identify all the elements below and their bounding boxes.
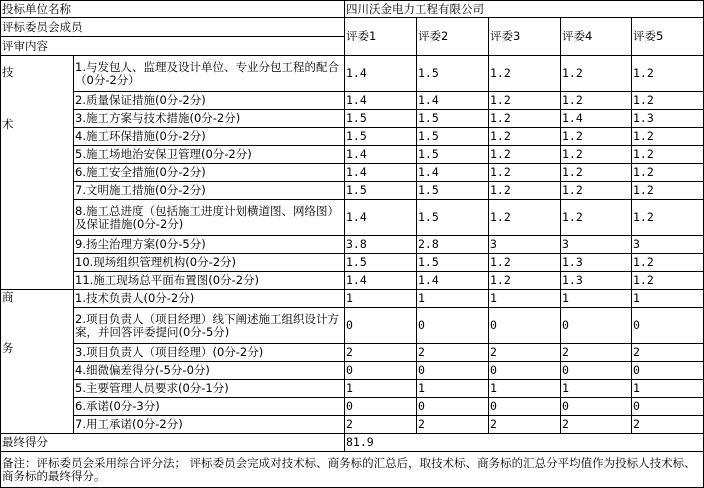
score-cell: 1.2 xyxy=(489,128,561,146)
bidder-value: 四川沃金电力工程有限公司 xyxy=(345,1,704,18)
score-cell: 1.5 xyxy=(417,200,489,236)
score-cell: 1.4 xyxy=(417,272,489,290)
item-cell: 10.现场组织管理机构(0分-2分) xyxy=(74,254,345,272)
score-cell: 1.5 xyxy=(417,128,489,146)
score-cell: 0 xyxy=(561,308,632,344)
score-cell: 1.2 xyxy=(561,128,632,146)
item-cell: 3.项目负责人（项目经理）(0分-2分) xyxy=(74,344,345,362)
item-cell: 11.施工现场总平面布置图(0分-2分) xyxy=(74,272,345,290)
score-cell: 1.5 xyxy=(417,182,489,200)
commercial-category-cell xyxy=(1,290,74,434)
score-cell: 3 xyxy=(561,236,632,254)
score-cell: 1.4 xyxy=(345,56,417,92)
technical-category-cell xyxy=(1,56,74,290)
score-cell: 1 xyxy=(561,380,632,398)
score-cell: 1 xyxy=(345,290,417,308)
table-row xyxy=(1,92,704,110)
score-cell: 1.4 xyxy=(345,92,417,110)
score-cell: 1.2 xyxy=(632,254,704,272)
score-cell: 1.2 xyxy=(489,200,561,236)
technical-char-1: 技 xyxy=(2,65,14,79)
score-cell: 0 xyxy=(561,362,632,380)
table-row xyxy=(1,380,704,398)
score-cell: 1.4 xyxy=(417,92,489,110)
score-cell: 1.4 xyxy=(417,164,489,182)
score-cell: 1.2 xyxy=(561,146,632,164)
score-cell: 1.2 xyxy=(561,56,632,92)
score-cell: 1.2 xyxy=(632,56,704,92)
item-cell: 7.文明施工措施(0分-2分) xyxy=(74,182,345,200)
table-row xyxy=(1,416,704,434)
score-cell: 3.8 xyxy=(345,236,417,254)
score-cell: 1.2 xyxy=(632,92,704,110)
score-cell: 1.2 xyxy=(489,254,561,272)
item-cell: 7.用工承诺(0分-2分) xyxy=(74,416,345,434)
table-row xyxy=(1,308,704,344)
committee-row xyxy=(1,18,704,37)
judge-header-2: 评委2 xyxy=(417,18,489,56)
score-cell: 0 xyxy=(417,362,489,380)
score-cell: 2 xyxy=(345,416,417,434)
commercial-char-1: 商 xyxy=(2,290,14,304)
score-cell: 0 xyxy=(632,398,704,416)
table-row xyxy=(1,254,704,272)
table-row xyxy=(1,398,704,416)
score-cell: 1.5 xyxy=(345,254,417,272)
score-cell: 1.2 xyxy=(632,128,704,146)
table-row xyxy=(1,272,704,290)
score-cell: 0 xyxy=(489,362,561,380)
score-cell: 1.2 xyxy=(489,110,561,128)
score-cell: 0 xyxy=(632,362,704,380)
content-label: 评审内容 xyxy=(1,37,345,56)
note-row xyxy=(1,452,704,488)
item-cell: 5.施工场地治安保卫管理(0分-2分) xyxy=(74,146,345,164)
table-row xyxy=(1,110,704,128)
score-cell: 1.2 xyxy=(632,182,704,200)
table-row xyxy=(1,236,704,254)
score-cell: 2 xyxy=(561,416,632,434)
committee-label: 评标委员会成员 xyxy=(1,18,345,37)
score-cell: 2 xyxy=(632,416,704,434)
score-cell: 1.5 xyxy=(417,254,489,272)
table-row xyxy=(1,164,704,182)
table-row xyxy=(1,128,704,146)
score-cell: 1.5 xyxy=(417,110,489,128)
score-cell: 1.3 xyxy=(561,272,632,290)
score-cell: 1.2 xyxy=(632,146,704,164)
score-cell: 0 xyxy=(632,308,704,344)
score-cell: 0 xyxy=(345,362,417,380)
judge-header-4: 评委4 xyxy=(561,18,632,56)
item-cell: 9.扬尘治理方案(0分-5分) xyxy=(74,236,345,254)
score-cell: 1.2 xyxy=(561,164,632,182)
item-cell: 4.施工环保措施(0分-2分) xyxy=(74,128,345,146)
table-row xyxy=(1,200,704,236)
score-cell: 1.4 xyxy=(345,272,417,290)
score-cell: 1.2 xyxy=(489,182,561,200)
score-cell: 1.2 xyxy=(489,92,561,110)
score-cell: 1.2 xyxy=(561,200,632,236)
score-cell: 2 xyxy=(417,344,489,362)
remarks-note: 备注：评标委员会采用综合评分法； 评标委员会完成对技术标、商务标的汇总后，取技术标、商务标的汇总分平均值作为投标人技术标、商务标的最终得分。 xyxy=(1,452,704,488)
score-cell: 1.2 xyxy=(632,272,704,290)
score-cell: 1.4 xyxy=(345,200,417,236)
score-cell: 2 xyxy=(417,416,489,434)
score-cell: 1.2 xyxy=(489,164,561,182)
score-cell: 1 xyxy=(489,290,561,308)
item-cell: 1.技术负责人(0分-2分) xyxy=(74,290,345,308)
item-cell: 5.主要管理人员要求(0分-1分) xyxy=(74,380,345,398)
score-cell: 2 xyxy=(632,344,704,362)
score-cell: 2 xyxy=(489,344,561,362)
score-cell: 1.5 xyxy=(345,128,417,146)
score-cell: 0 xyxy=(489,308,561,344)
table-row xyxy=(1,362,704,380)
score-cell: 1.5 xyxy=(417,56,489,92)
score-cell: 0 xyxy=(561,398,632,416)
item-cell: 2.项目负责人（项目经理）线下阐述施工组织设计方案，并回答评委提问(0分-5分) xyxy=(74,308,345,344)
bidder-row xyxy=(1,1,704,18)
item-cell: 2.质量保证措施(0分-2分) xyxy=(74,92,345,110)
score-cell: 1.2 xyxy=(489,146,561,164)
final-score-value: 81.9 xyxy=(345,434,704,452)
score-cell: 1 xyxy=(632,290,704,308)
score-cell: 0 xyxy=(345,398,417,416)
score-cell: 1.2 xyxy=(632,200,704,236)
item-cell: 8.施工总进度（包括施工进度计划横道图、网络图）及保证措施(0分-2分) xyxy=(74,200,345,236)
score-cell: 1.3 xyxy=(561,254,632,272)
table-row xyxy=(1,344,704,362)
score-cell: 1.4 xyxy=(345,164,417,182)
score-cell: 0 xyxy=(345,308,417,344)
score-cell: 1.5 xyxy=(345,182,417,200)
score-cell: 1.2 xyxy=(561,182,632,200)
item-cell: 6.承诺(0分-3分) xyxy=(74,398,345,416)
score-cell: 1 xyxy=(489,380,561,398)
score-cell: 1 xyxy=(417,380,489,398)
score-cell: 1.5 xyxy=(417,146,489,164)
score-cell: 1 xyxy=(417,290,489,308)
item-cell: 6.施工安全措施(0分-2分) xyxy=(74,164,345,182)
score-cell: 3 xyxy=(632,236,704,254)
item-cell: 4.细微偏差得分(-5分-0分) xyxy=(74,362,345,380)
technical-char-2: 术 xyxy=(2,117,14,131)
item-cell: 1.与发包人、监理及设计单位、专业分包工程的配合（0分-2分） xyxy=(74,56,345,92)
score-cell: 1 xyxy=(632,380,704,398)
score-cell: 3 xyxy=(489,236,561,254)
judge-header-3: 评委3 xyxy=(489,18,561,56)
score-cell: 2.8 xyxy=(417,236,489,254)
score-cell: 1.4 xyxy=(345,146,417,164)
bidder-label: 投标单位名称 xyxy=(1,1,345,18)
commercial-char-2: 务 xyxy=(2,341,14,355)
judge-header-1: 评委1 xyxy=(345,18,417,56)
table-row xyxy=(1,290,704,308)
score-cell: 1 xyxy=(345,380,417,398)
table-row xyxy=(1,182,704,200)
table-row xyxy=(1,56,704,92)
judge-header-5: 评委5 xyxy=(632,18,704,56)
table-row xyxy=(1,146,704,164)
score-cell: 0 xyxy=(489,398,561,416)
score-cell: 1.2 xyxy=(489,272,561,290)
score-cell: 2 xyxy=(345,344,417,362)
score-cell: 1.3 xyxy=(632,110,704,128)
score-cell: 1.2 xyxy=(632,164,704,182)
score-cell: 0 xyxy=(417,398,489,416)
score-cell: 1.2 xyxy=(489,56,561,92)
score-cell: 1.2 xyxy=(561,92,632,110)
score-cell: 2 xyxy=(489,416,561,434)
final-score-label: 最终得分 xyxy=(1,434,345,452)
final-score-row xyxy=(1,434,704,452)
score-cell: 0 xyxy=(417,308,489,344)
score-cell: 1.5 xyxy=(345,110,417,128)
score-cell: 1 xyxy=(561,290,632,308)
score-cell: 2 xyxy=(561,344,632,362)
item-cell: 3.施工方案与技术措施(0分-2分) xyxy=(74,110,345,128)
score-cell: 1.4 xyxy=(561,110,632,128)
